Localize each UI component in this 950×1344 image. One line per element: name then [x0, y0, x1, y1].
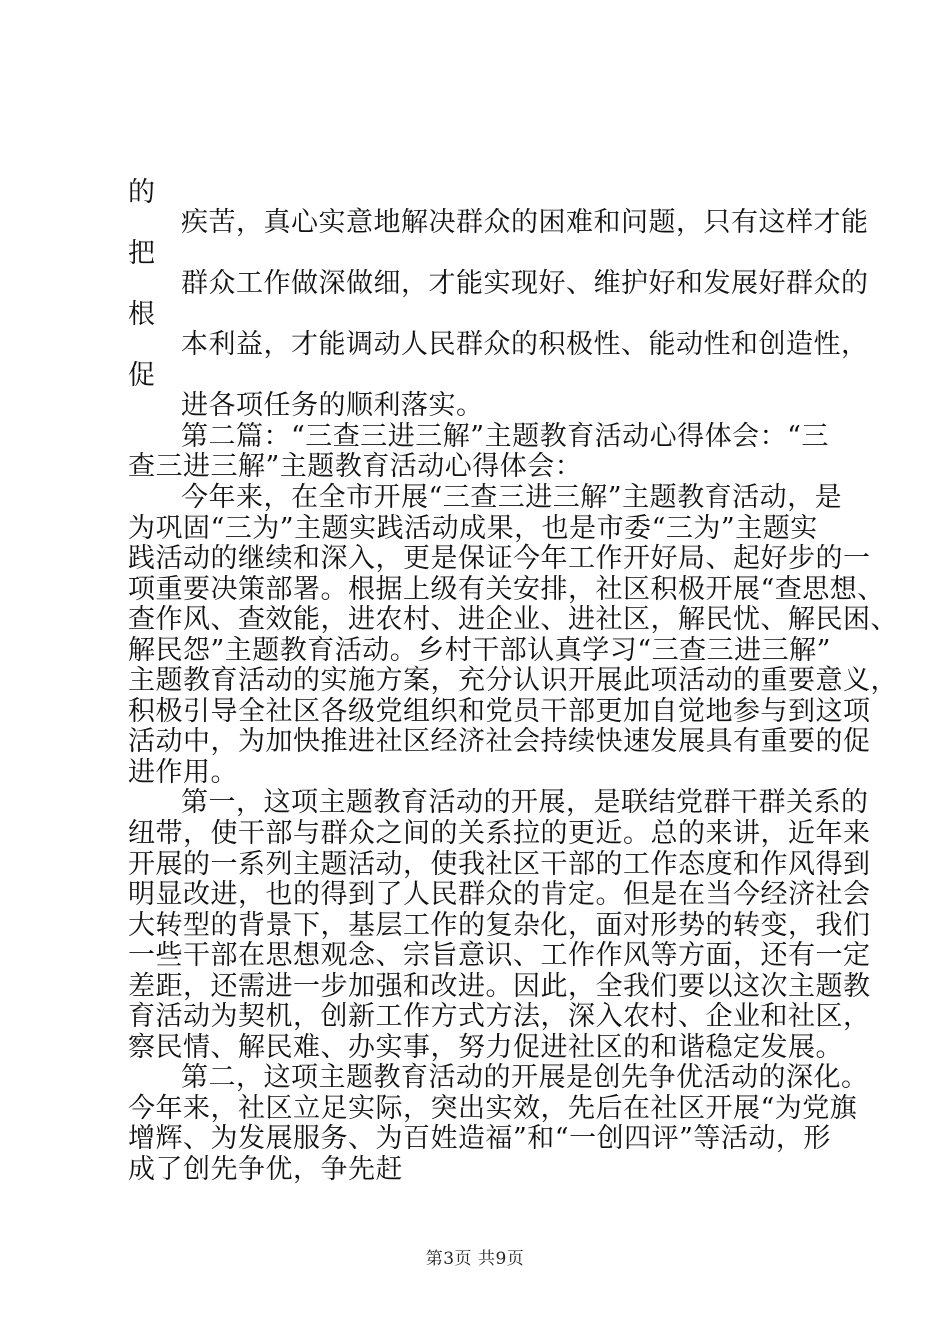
text-line: 第二，这项主题教育活动的开展是创先争优活动的深化。 — [181, 1062, 869, 1093]
text-line: 活动中，为加快推进社区经济社会持续快速发展具有重要的促 — [128, 726, 871, 757]
section-heading: 查三进三解”主题教育活动心得体会： — [128, 451, 583, 482]
page-footer: 第3页 共9页 — [425, 1249, 525, 1269]
text-line: 项重要决策部署。根据上级有关安排，社区积极开展“查思想、 — [128, 574, 885, 605]
text-line: 疾苦，真心实意地解决群众的困难和问题，只有这样才能 — [181, 207, 869, 238]
text-line: 成了创先争优，争先赶 — [128, 1154, 403, 1185]
text-line: 群众工作做深做细，才能实现好、维护好和发展好群众的 — [181, 268, 869, 299]
text-line: 纽带，使干部与群众之间的关系拉的更近。总的来讲，近年来 — [128, 818, 871, 849]
text-line: 大转型的背景下，基层工作的复杂化，面对形势的转变，我们 — [128, 910, 871, 941]
text-line: 开展的一系列主题活动，使我社区干部的工作态度和作风得到 — [128, 849, 871, 880]
text-line: 明显改进，也的得到了人民群众的肯定。但是在当今经济社会 — [128, 879, 871, 910]
text-line: 一些干部在思想观念、宗旨意识、工作作风等方面，还有一定 — [128, 940, 871, 971]
text-line: 今年来，社区立足实际，突出实效，先后在社区开展“为党旗 — [128, 1093, 858, 1124]
text-line: 的 — [128, 177, 156, 208]
text-line: 察民情、解民难、办实事，努力促进社区的和谐稳定发展。 — [128, 1032, 843, 1063]
text-line: 践活动的继续和深入，更是保证今年工作开好局、起好步的一 — [128, 543, 871, 574]
text-line: 第一，这项主题教育活动的开展，是联结党群干群关系的 — [181, 787, 869, 818]
text-line: 育活动为契机，创新工作方式方法，深入农村、企业和社区， — [128, 1001, 871, 1032]
text-line: 进各项任务的顺利落实。 — [181, 390, 484, 421]
text-line: 增辉、为发展服务、为百姓造福”和“一创四评”等活动，形 — [128, 1123, 831, 1154]
text-line: 主题教育活动的实施方案，充分认识开展此项活动的重要意义， — [128, 665, 898, 696]
text-line: 积极引导全社区各级党组织和党员干部更加自觉地参与到这项 — [128, 696, 871, 727]
text-line: 本利益，才能调动人民群众的积极性、能动性和创造性， — [181, 329, 869, 360]
text-line: 把 — [128, 238, 156, 269]
text-line: 为巩固“三为”主题实践活动成果，也是市委“三为”主题实 — [128, 513, 818, 544]
text-line: 今年来，在全市开展“三查三进三解”主题教育活动，是 — [181, 482, 843, 513]
text-line: 促 — [128, 360, 156, 391]
section-heading: 第二篇：“三查三进三解”主题教育活动心得体会：“三 — [181, 421, 829, 452]
text-line: 解民怨”主题教育活动。乡村干部认真学习“三查三进三解” — [128, 635, 831, 666]
text-line: 进作用。 — [128, 757, 238, 788]
text-line: 差距，还需进一步加强和改进。因此，全我们要以这次主题教 — [128, 971, 871, 1002]
text-line: 查作风、查效能，进农村、进企业、进社区，解民忧、解民困、 — [128, 604, 898, 635]
text-line: 根 — [128, 299, 156, 330]
